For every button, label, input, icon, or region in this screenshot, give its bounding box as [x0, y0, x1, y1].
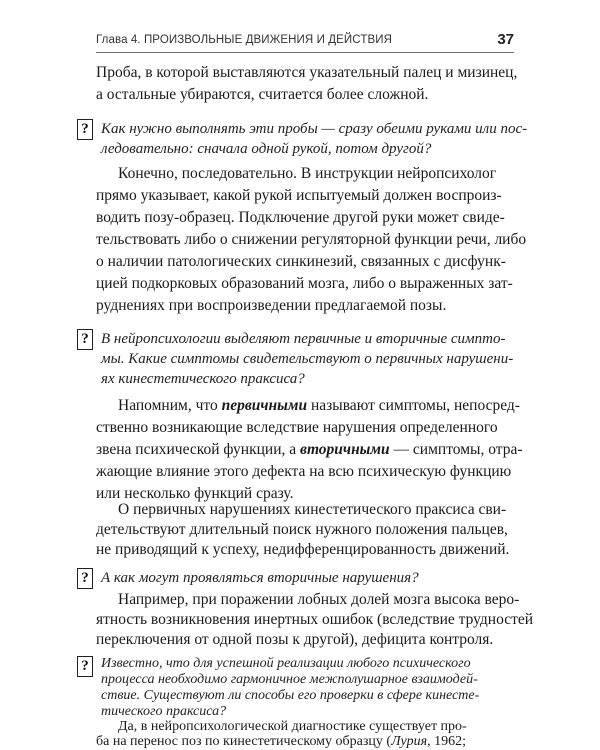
answer-line: жающие влияние этого дефекта на всю психическую функцию	[96, 463, 512, 480]
answer-line: ственно возникающие вследствие нарушения определенного	[96, 419, 498, 436]
page-number: 37	[497, 31, 514, 48]
question-line: тического праксиса?	[101, 704, 227, 719]
question-line: мы. Какие симптомы свидетельствуют о первичных нарушени-	[101, 351, 514, 367]
question-mark-icon: ?	[77, 656, 93, 677]
term-secondary: вторичными	[300, 441, 390, 458]
question-mark-icon: ?	[77, 329, 93, 350]
answer-line: не приводящий к успеху, недифференцированность движений.	[96, 541, 510, 558]
answer-line: детельствуют длительный поиск нужного положения пальцев,	[96, 521, 508, 538]
question-line: процесса необходимо гармоничное межполушарное взаимодей-	[101, 672, 478, 687]
answer-line: водить позу-образец. Подключение другой руки может свиде-	[96, 209, 505, 226]
answer-line: Напомним, что первичными называют симптомы, непосред-	[118, 397, 520, 414]
running-header	[96, 30, 514, 53]
question-mark-icon: ?	[77, 568, 93, 589]
question-line: Известно, что для успешной реализации любого психического	[101, 656, 471, 671]
answer-line: или несколько функций сразу.	[96, 485, 294, 502]
chapter-title: Глава 4. ПРОИЗВОЛЬНЫЕ ДВИЖЕНИЯ И ДЕЙСТВИЯ	[96, 34, 392, 46]
question-mark-icon: ?	[77, 119, 93, 140]
answer-line: цией подкорковых образований мозга, либо о выраженных зат-	[96, 275, 513, 292]
question-line: ледовательно: сначала одной рукой, потом другой?	[101, 141, 432, 157]
answer-line: Например, при поражении лобных долей мозга высока веро-	[118, 591, 520, 608]
answer-line: ятность возникновения инертных ошибок (вследствие трудностей	[96, 611, 534, 628]
answer-line: о наличии патологических синкинезий, связанных с дисфунк-	[96, 253, 506, 270]
question-line: ствие. Существуют ли способы его проверки в сфере кинесте-	[101, 688, 480, 703]
question-line: В нейропсихологии выделяют первичные и вторичные симпто-	[101, 331, 506, 347]
answer-line: ба на перенос поз по кинестетическому образцу (Лурия, 1962;	[96, 734, 466, 749]
answer-line: руднениях при воспроизведении предлагаемой позы.	[96, 297, 447, 314]
paragraph-line: а остальные убираются, считается более сложной.	[96, 86, 429, 103]
answer-line: переключения от одной позы к другой), дефицита контроля.	[96, 631, 494, 648]
answer-line: тельствовать либо о снижении регуляторной функции речи, либо	[96, 231, 527, 248]
cited-author: Лурия	[391, 734, 428, 749]
question-line: ях кинестетического праксиса?	[101, 371, 305, 387]
answer-line: О первичных нарушениях кинестетического праксиса сви-	[118, 501, 507, 518]
paragraph-line: Проба, в которой выставляются указательный палец и мизинец,	[96, 64, 518, 81]
answer-line: звена психической функции, а вторичными — симптомы, отра-	[96, 441, 523, 458]
question-line: А как могут проявляться вторичные нарушения?	[101, 570, 419, 586]
answer-line: прямо указывает, какой рукой испытуемый должен воспроиз-	[96, 187, 502, 204]
term-primary: первичными	[221, 397, 308, 414]
answer-line: Конечно, последовательно. В инструкции нейропсихолог	[118, 165, 497, 182]
question-line: Как нужно выполнять эти пробы — сразу обеими руками или пос-	[101, 121, 528, 137]
answer-line: Да, в нейропсихологической диагностике существует про-	[118, 719, 467, 734]
